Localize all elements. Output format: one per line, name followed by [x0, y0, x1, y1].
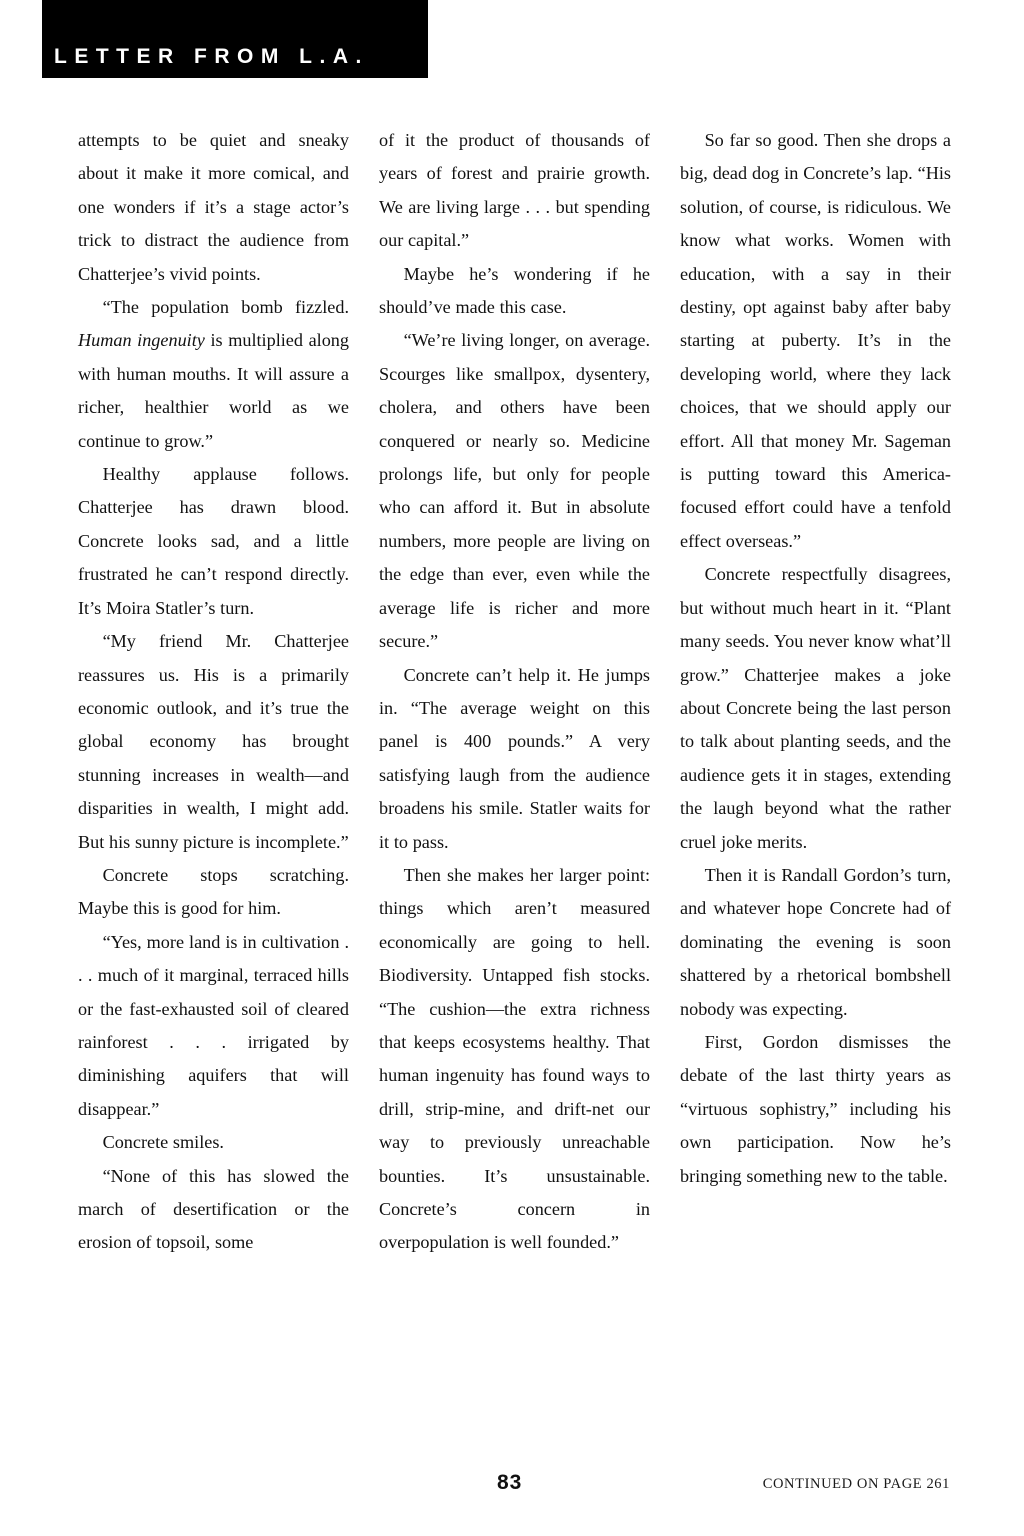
paragraph: Concrete respectfully disagrees, but without much heart in it. “Plant many seeds. You never know what’ll grow.” Chatterjee makes a joke about Concrete being the last person to talk about planting seeds, and the audience gets it in stages, extending the laugh beyond what the rather cruel joke merits. [680, 564, 951, 852]
paragraph: “My friend Mr. Chatterjee reassures us. His is a primarily economic outlook, and it’s true the global economy has brought stunning increases in wealth—and disparities in wealth, I might add. But his sunny picture is incomplete.” [78, 631, 349, 852]
paragraph-text-after-italic: is multiplied along with human mouths. It will assure a richer, healthier world as we continue to grow.” [78, 330, 349, 451]
paragraph: Concrete stops scratching. Maybe this is good for him. [78, 864, 349, 919]
continued-on-page-note: CONTINUED ON PAGE 261 [762, 1476, 950, 1492]
paragraph: Concrete can’t help it. He jumps in. “The average weight on this panel is 400 pounds.” A very satisfying laugh from the audience broadens his smile. Statler waits for it to pass. [379, 664, 650, 852]
paragraph: Maybe he’s wondering if he should’ve made this case. [379, 263, 650, 318]
paragraph-text-before-italic: “The population bomb fizzled. [102, 297, 349, 318]
text-column-1 [78, 124, 349, 1444]
paragraph: “Yes, more land is in cultivation . . . much of it marginal, terraced hills or the fast-exhausted soil of cleared rainforest . . . irrigated by diminishing aquifers that will disappear.” [78, 931, 349, 1119]
article-body [78, 124, 950, 1444]
masthead-title: LETTER FROM L.A. [54, 45, 369, 68]
paragraph: First, Gordon dismisses the debate of the last thirty years as “virtuous sophistry,” including his own participation. Now he’s bringing something new to the table. [680, 1031, 951, 1186]
text-column-2 [379, 124, 650, 1444]
paragraph: Concrete smiles. [102, 1132, 224, 1153]
paragraph: attempts to be quiet and sneaky about it make it more comical, and one wonders if it’s a stage actor’s trick to distract the audience from Chatterjee’s vivid points. [78, 130, 349, 284]
paragraph: Healthy applause follows. Chatterjee has drawn blood. Concrete looks sad, and a little frustrated he can’t respond directly. It’s Moira Statler’s turn. [78, 464, 349, 618]
paragraph: Then she makes her larger point: things which aren’t measured economically are going to hell. Biodiversity. Untapped fish stocks. “The cushion—the extra richness that keeps ecosystems healthy. That human ingenuity has found ways to drill, strip-mine, and drift-net our way to previously unreachable bounties. It’s unsustainable. Concrete’s concern in overpopulation is well founded.” [379, 864, 650, 1253]
paragraph: “None of this has slowed the march of desertification or the erosion of topsoil, some [78, 1165, 349, 1253]
paragraph-with-italic [78, 291, 349, 458]
masthead-banner [42, 0, 428, 78]
italic-phrase: Human ingenuity [78, 330, 205, 351]
paragraph: of it the product of thousands of years of forest and prairie growth. We are living large . . . but spending our capital.” [379, 130, 650, 251]
text-column-3 [680, 124, 951, 1444]
paragraph: Then it is Randall Gordon’s turn, and whatever hope Concrete had of dominating the evening is soon shattered by a rhetorical bombshell nobody was expecting. [680, 864, 951, 1019]
page-number: 83 [497, 1471, 523, 1494]
paragraph: “We’re living longer, on average. Scourges like smallpox, dysentery, cholera, and others have been conquered or nearly so. Medicine prolongs life, but only for people who can afford it. But in absolute numbers, more people are living on the edge than ever, even while the average life is richer and more secure.” [379, 330, 650, 652]
paragraph: So far so good. Then she drops a big, dead dog in Concrete’s lap. “His solution, of course, is ridiculous. We know what works. Women with education, with a say in their destiny, opt against baby after baby starting at puberty. It’s in the developing world, where they lack choices, that we should apply our effort. All that money Mr. Sageman is putting toward this America-focused effort could have a tenfold effect overseas.” [680, 130, 951, 551]
